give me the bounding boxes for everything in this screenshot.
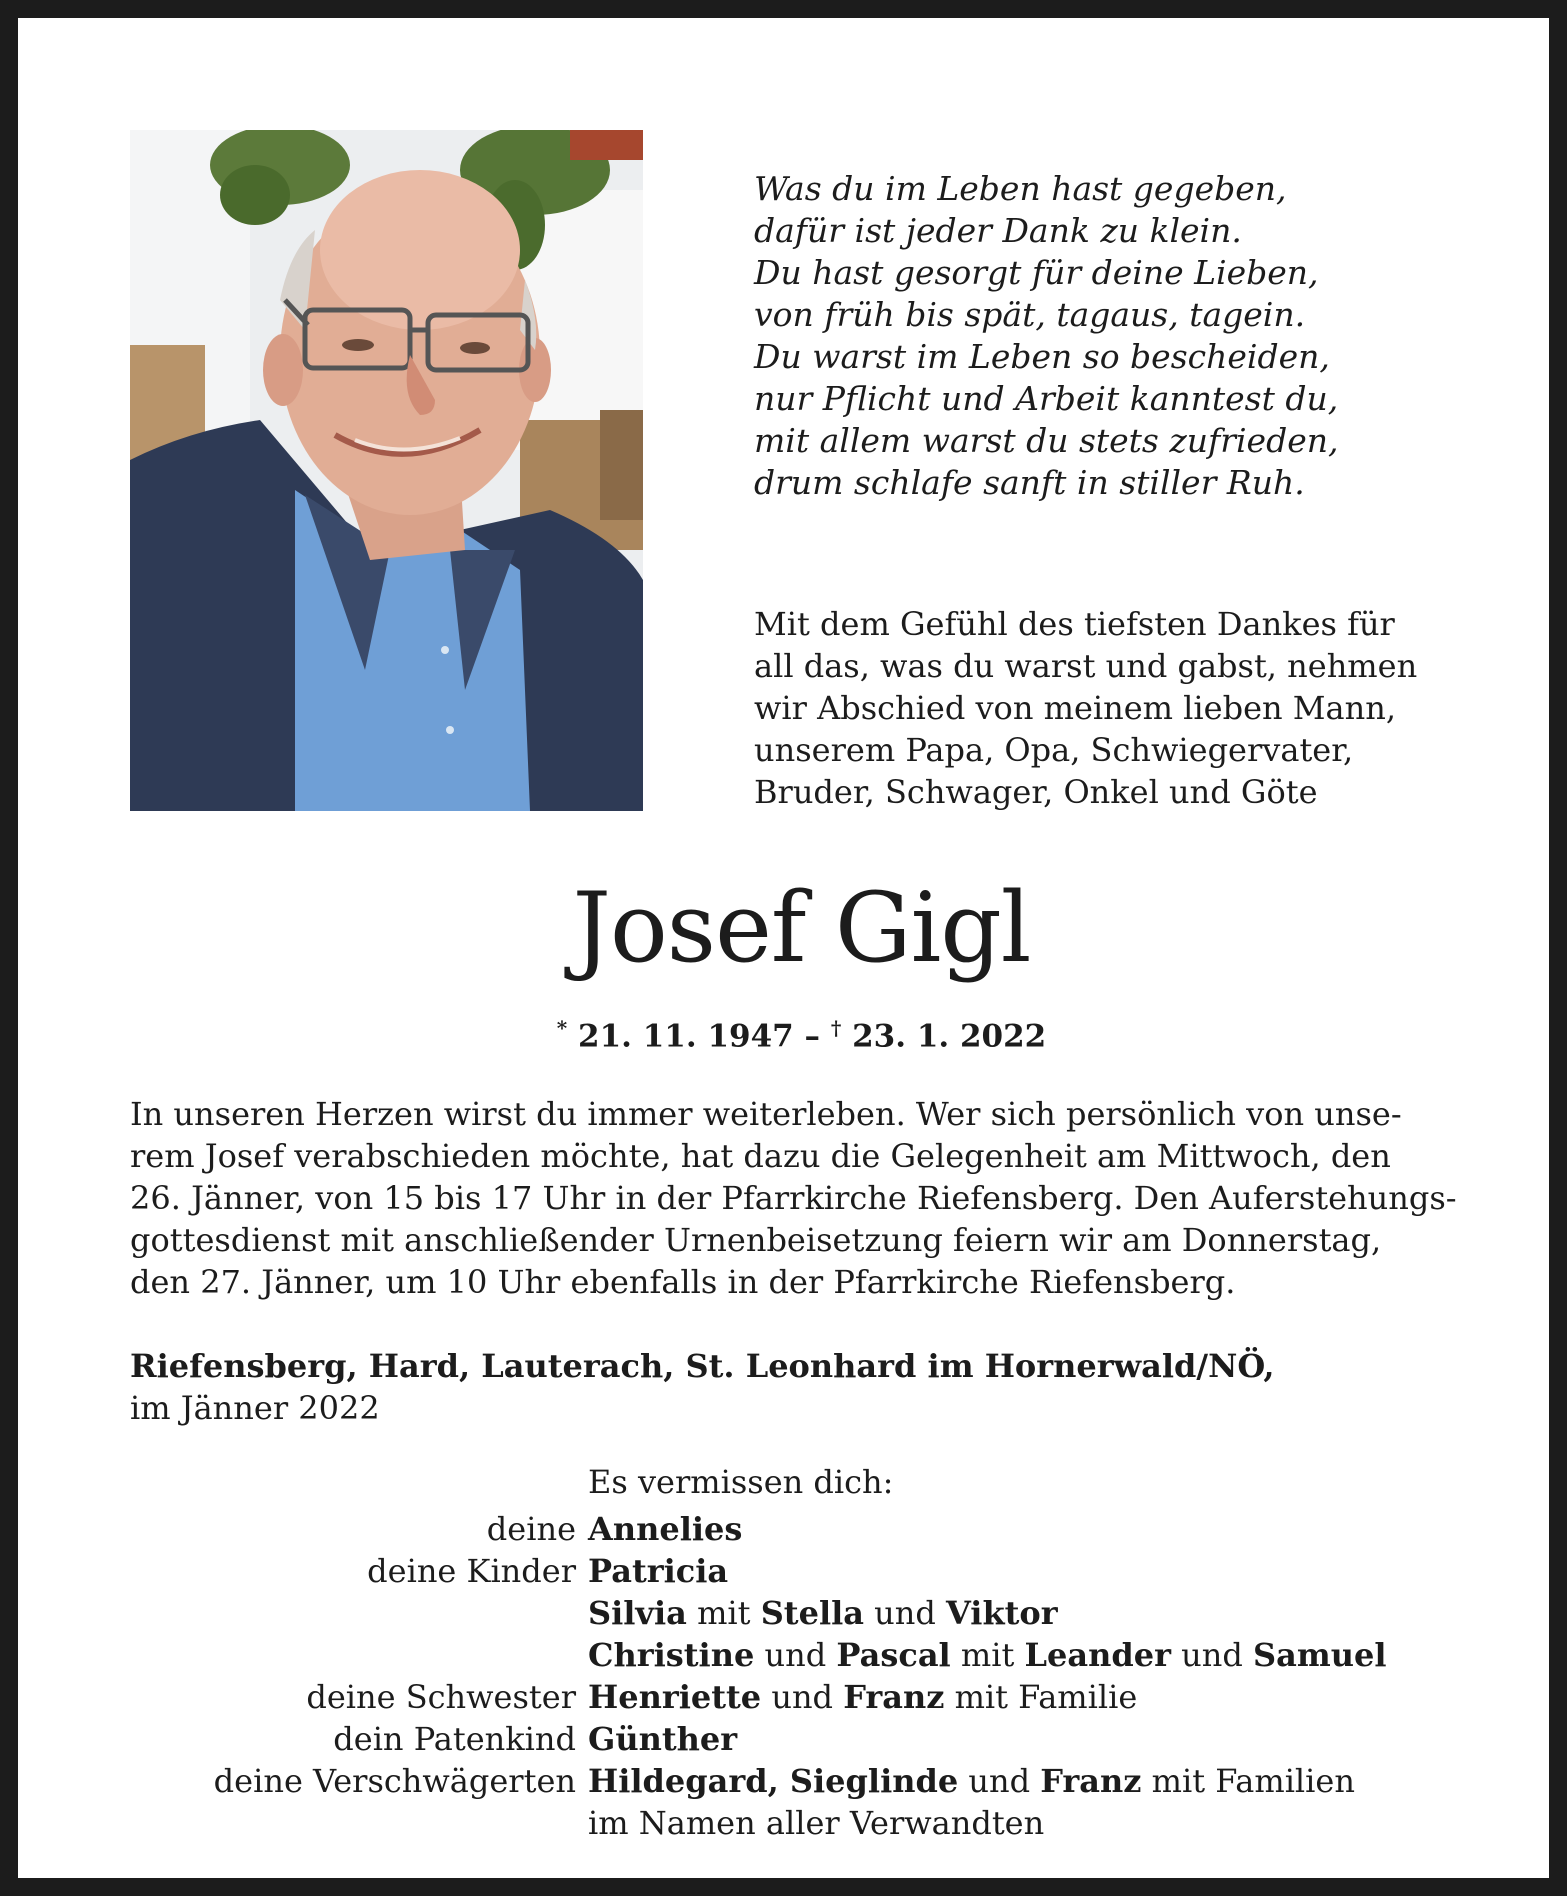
mourner-name: Franz [1040, 1762, 1142, 1800]
mourner-row [130, 1802, 1490, 1844]
connector-text: mit [686, 1594, 761, 1632]
relation-label: deine Verschwägerten [213, 1762, 576, 1800]
poem-line: dafür ist jeder Dank zu klein. [754, 211, 1242, 250]
mourner-names [588, 1592, 1490, 1634]
mourner-name: Pascal [836, 1636, 951, 1674]
mourner-row [130, 1550, 1490, 1592]
poem-line: von früh bis spät, tagaus, tagein. [754, 295, 1306, 334]
portrait-photo [130, 130, 643, 811]
locations: Riefensberg, Hard, Lauterach, St. Leonhard im Hornerwald/NÖ, [130, 1347, 1275, 1385]
notice-date: im Jänner 2022 [130, 1389, 380, 1427]
birth-date: 21. 11. 1947 [578, 1018, 794, 1055]
poem-line: Du warst im Leben so bescheiden, [754, 337, 1330, 376]
relation-label: dein Patenkind [333, 1720, 576, 1758]
connector-text: mit Familie [944, 1678, 1138, 1716]
mourner-names [588, 1802, 1490, 1844]
mourner-name: Hildegard, Sieglinde [588, 1762, 959, 1800]
details-line: gottesdienst mit anschließender Urnenbeisetzung feiern wir am Donnerstag, [130, 1221, 1382, 1259]
intro-line: Mit dem Gefühl des tiefsten Dankes für [754, 605, 1395, 643]
relation-label [130, 1592, 588, 1634]
life-dates [18, 1008, 1567, 1056]
intro-line: all das, was du warst und gabst, nehmen [754, 647, 1418, 685]
mourner-name: Patricia [588, 1552, 729, 1590]
details-line: den 27. Jänner, um 10 Uhr ebenfalls in der Pfarrkirche Riefensberg. [130, 1263, 1236, 1301]
mourner-names [588, 1760, 1490, 1802]
intro-line: wir Abschied von meinem lieben Mann, [754, 689, 1397, 727]
place-and-date [130, 1345, 1470, 1429]
mourner-row [130, 1592, 1490, 1634]
relation-label [130, 1634, 588, 1676]
connector-text: mit [950, 1636, 1025, 1674]
death-symbol: † [830, 1016, 842, 1040]
poem-line: drum schlafe sanft in stiller Ruh. [754, 463, 1305, 502]
mourner-row [130, 1718, 1490, 1760]
mourner-row [130, 1634, 1490, 1676]
mourner-names [588, 1676, 1490, 1718]
connector-text: und [863, 1594, 947, 1632]
mourner-name: Viktor [946, 1594, 1058, 1632]
relation-label [130, 1802, 588, 1844]
details-line: In unseren Herzen wirst du immer weiterleben. Wer sich persönlich von unse- [130, 1095, 1402, 1133]
relation-label: deine Schwester [306, 1678, 576, 1716]
mourner-name: Leander [1024, 1636, 1171, 1674]
details-line: 26. Jänner, von 15 bis 17 Uhr in der Pfarrkirche Riefensberg. Den Auferstehungs- [130, 1179, 1457, 1217]
details-line: rem Josef verabschieden möchte, hat dazu die Gelegenheit am Mittwoch, den [130, 1137, 1391, 1175]
mourner-names [588, 1550, 1490, 1592]
mourners-list [130, 1508, 1490, 1844]
deceased-name: Josef Gigl [572, 872, 1031, 984]
mourner-name: Christine [588, 1636, 755, 1674]
funeral-details [130, 1093, 1460, 1303]
connector-text: im Namen aller Verwandten [588, 1804, 1045, 1842]
mourner-name: Stella [760, 1594, 864, 1632]
mourners-heading: Es vermissen dich: [588, 1463, 894, 1501]
poem-line: mit allem warst du stets zufrieden, [754, 421, 1339, 460]
connector-text: und [761, 1678, 844, 1716]
mourner-name: Henriette [588, 1678, 762, 1716]
mourner-name: Günther [588, 1720, 738, 1758]
mourner-names [588, 1508, 1490, 1550]
mourner-name: Samuel [1252, 1636, 1387, 1674]
birth-symbol: * [556, 1016, 568, 1040]
mourner-row [130, 1760, 1490, 1802]
connector-text: und [958, 1762, 1041, 1800]
poem-line: Du hast gesorgt für deine Lieben, [754, 253, 1319, 292]
relation-label: deine [486, 1510, 576, 1548]
mourner-names [588, 1718, 1490, 1760]
relation-label: deine Kinder [367, 1552, 576, 1590]
date-separator: – [793, 1018, 831, 1055]
intro-line: Bruder, Schwager, Onkel und Göte [754, 773, 1318, 811]
mourner-row [130, 1676, 1490, 1718]
memorial-poem [754, 168, 1474, 504]
poem-line: Was du im Leben hast gegeben, [754, 169, 1287, 208]
connector-text: mit Familien [1141, 1762, 1355, 1800]
mourner-name: Annelies [588, 1510, 743, 1548]
intro-line: unserem Papa, Opa, Schwiegervater, [754, 731, 1354, 769]
death-date: 23. 1. 2022 [852, 1018, 1047, 1055]
connector-text: und [754, 1636, 837, 1674]
connector-text: und [1170, 1636, 1253, 1674]
farewell-intro [754, 603, 1454, 813]
mourner-name: Silvia [588, 1594, 687, 1632]
mourner-names [588, 1634, 1490, 1676]
poem-line: nur Pflicht und Arbeit kanntest du, [754, 379, 1339, 418]
mourner-name: Franz [843, 1678, 945, 1716]
mourner-row [130, 1508, 1490, 1550]
